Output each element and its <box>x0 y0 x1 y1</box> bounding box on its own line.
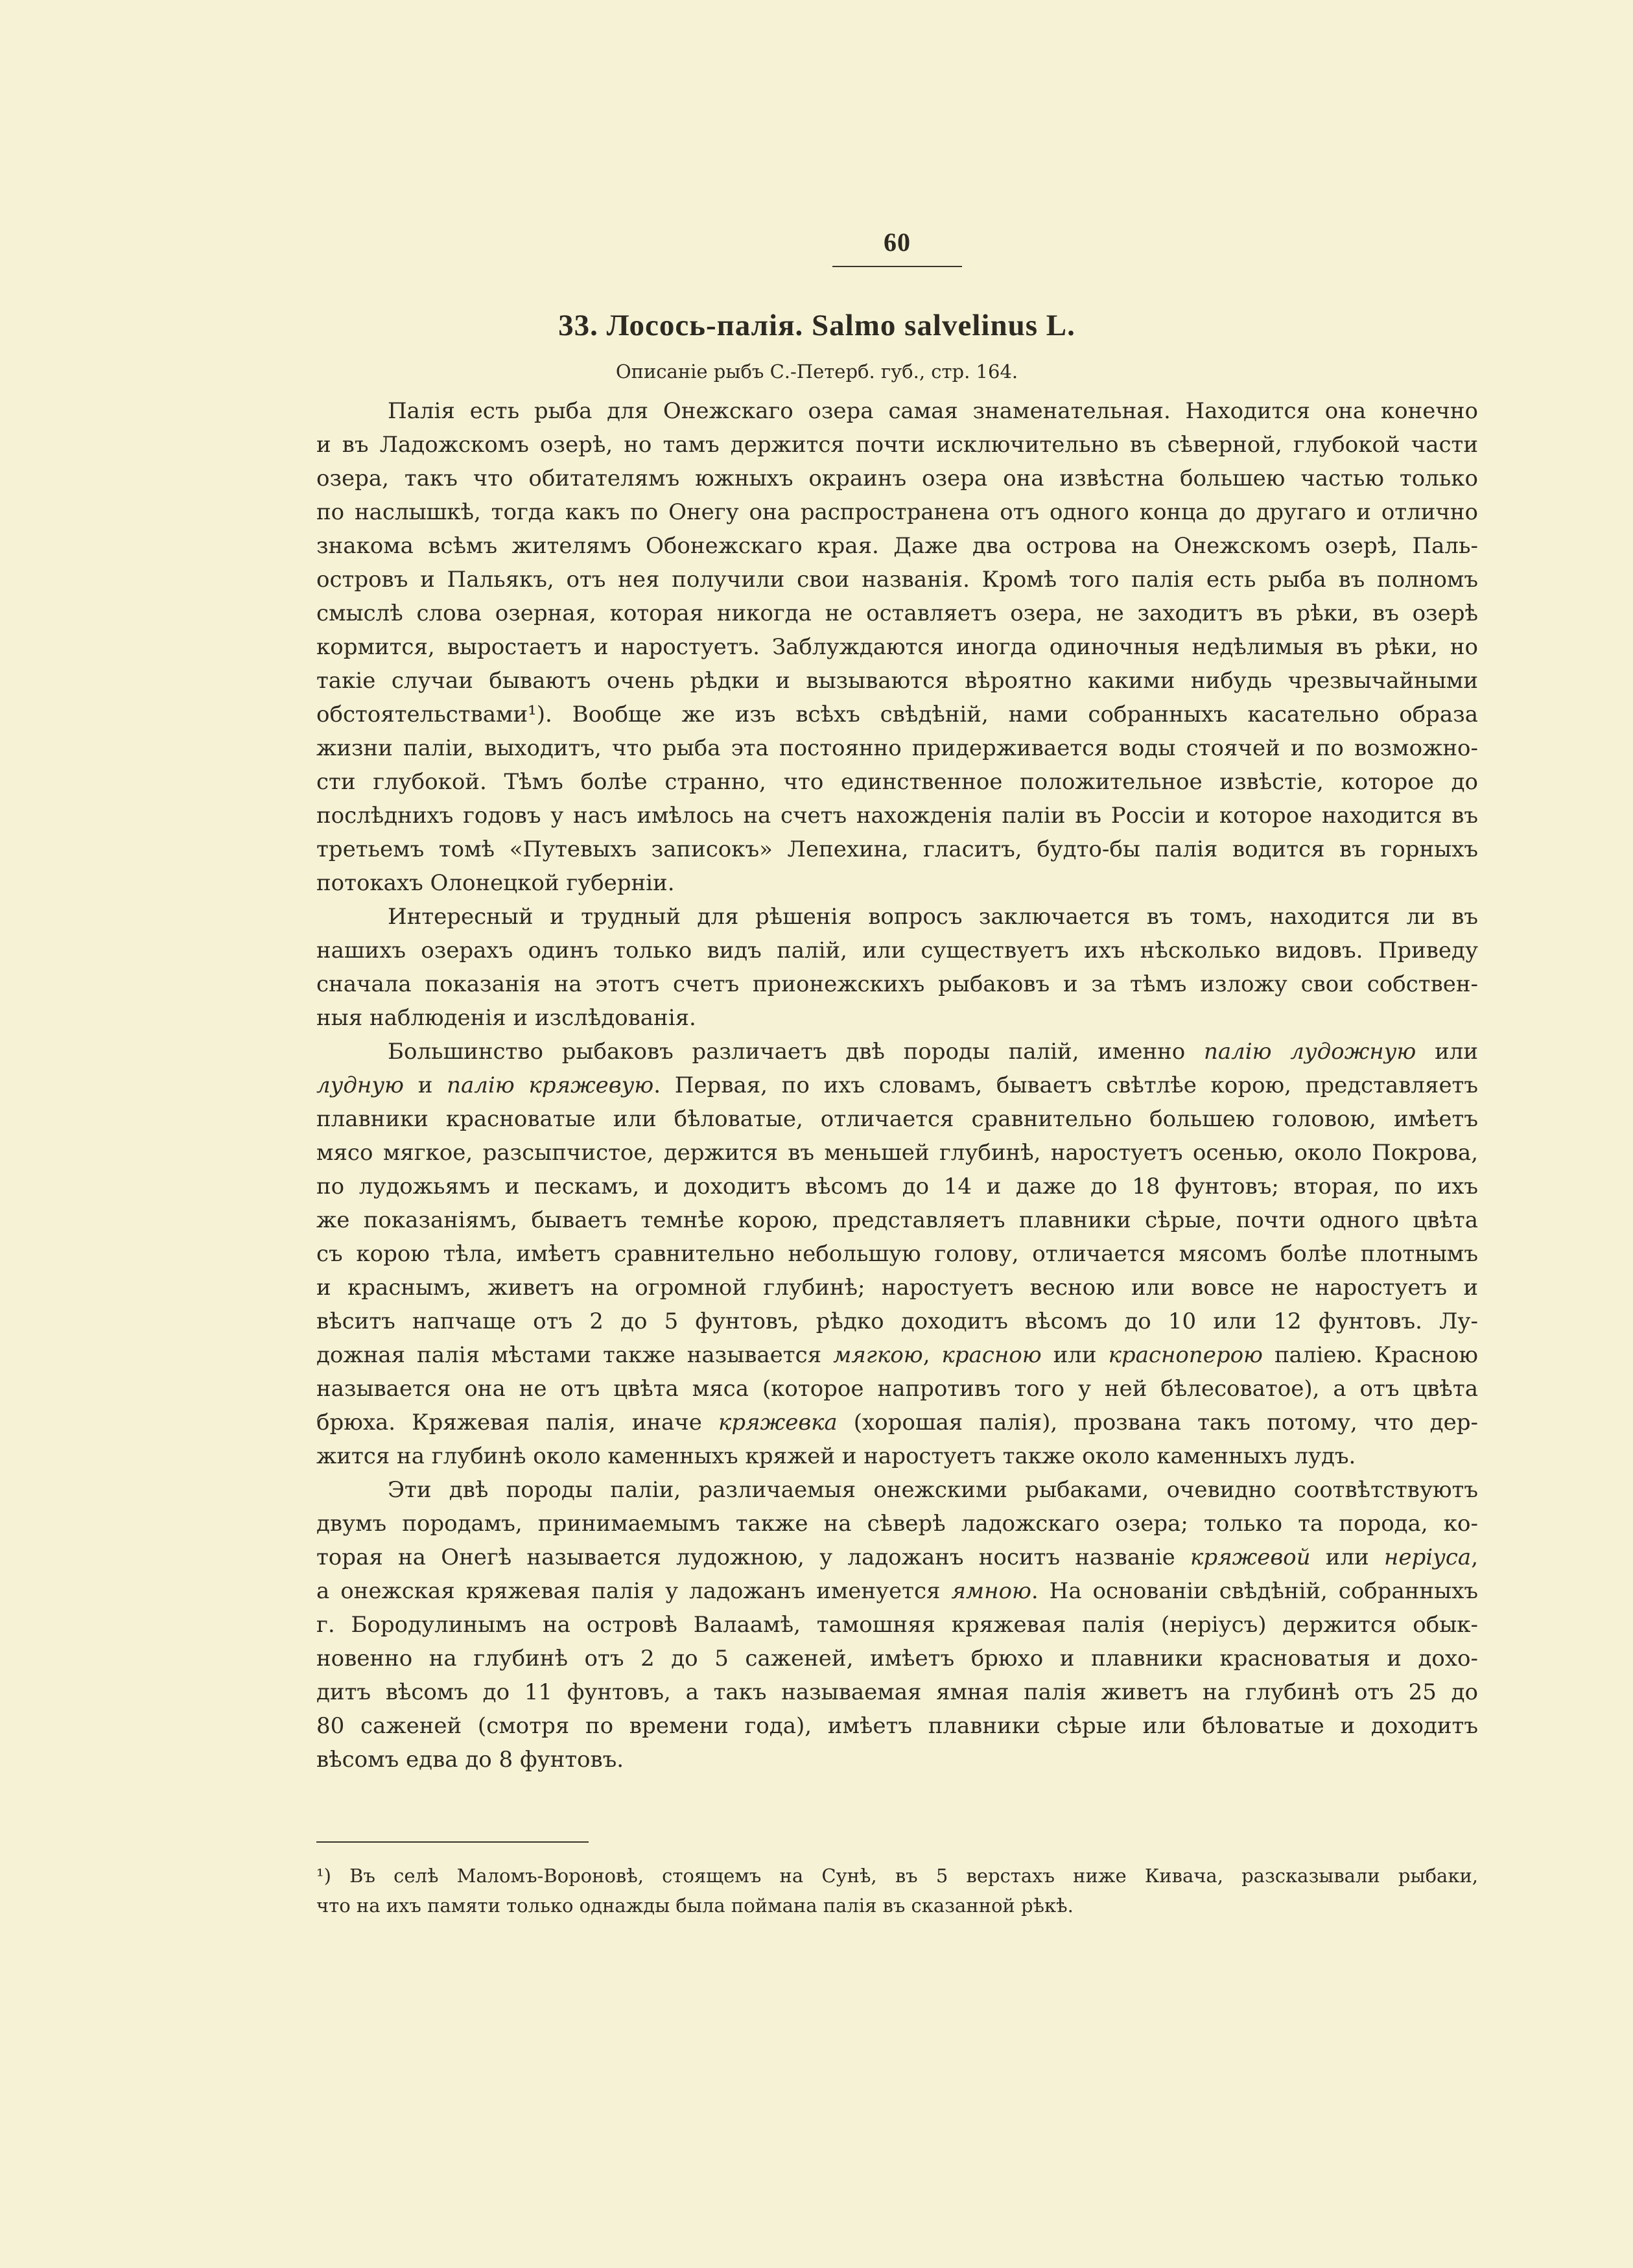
text-line <box>316 833 1478 866</box>
text-run: , <box>922 1342 942 1368</box>
text-run: г. Бородулинымъ на островѣ Валаамѣ, тамошняя кряжевая палія (нерiусъ) держится обык- <box>316 1612 1478 1638</box>
text-run: плавники красноватые или бѣловатые, отличается сравнительно большею головою, имѣетъ <box>316 1106 1478 1132</box>
text-run: или <box>1310 1544 1384 1570</box>
text-line <box>316 394 1478 428</box>
text-line <box>316 765 1478 799</box>
text-run: потокахъ Олонецкой губерніи. <box>316 870 675 896</box>
text-line <box>316 1237 1478 1271</box>
text-line <box>316 1642 1478 1675</box>
text-line <box>316 1372 1478 1406</box>
text-run: сти глубокой. Тѣмъ болѣе странно, что единственное положительное извѣстіе, которое до <box>316 769 1478 795</box>
text-run: а онежская кряжевая палія у ладожанъ именуется <box>316 1578 952 1604</box>
italic-term: кряжевой <box>1190 1544 1311 1570</box>
text-run: жизни паліи, выходитъ, что рыба эта постоянно придерживается воды стоячей и по возможно- <box>316 735 1478 761</box>
text-run: третьемъ томѣ «Путевыхъ записокъ» Лепехина, гласитъ, будто-бы палія водится въ горныхъ <box>316 836 1478 862</box>
text-line <box>316 664 1478 698</box>
text-run: называется она не отъ цвѣта мяса (которое напротивъ того у ней бѣлесоватое), а отъ цвѣта <box>316 1376 1478 1402</box>
text-line <box>316 967 1478 1001</box>
text-line <box>316 1473 1478 1507</box>
italic-term: нерiуса <box>1383 1544 1472 1570</box>
text-line <box>316 1439 1478 1473</box>
text-run: двумъ породамъ, принимаемымъ также на сѣверѣ ладожскаго озера; только та порода, ко- <box>316 1511 1478 1537</box>
text-run: дитъ вѣсомъ до 11 фунтовъ, а такъ называемая ямная палія живетъ на глубинѣ отъ 25 до <box>316 1679 1478 1705</box>
text-run: обстоятельствами¹). Вообще же изъ всѣхъ свѣдѣній, нами собранныхъ касательно образа <box>316 702 1478 727</box>
text-run: послѣднихъ годовъ у насъ имѣлось на счетъ нахожденія паліи въ Россіи и которое находится въ <box>316 803 1478 829</box>
text-line <box>316 1170 1478 1203</box>
page-number: 60 <box>884 228 911 257</box>
text-line <box>316 1203 1478 1237</box>
footnote-line: ¹) Въ селѣ Маломъ-Вороновѣ, стоящемъ на Сунѣ, въ 5 верстахъ ниже Кивача, разсказывали рыбаки, <box>316 1865 1478 1887</box>
text-line <box>316 934 1478 967</box>
text-line <box>316 900 1478 934</box>
footnote-line: что на ихъ памяти только однажды была поймана палія въ сказанной рѣкѣ. <box>316 1895 1074 1917</box>
text-line <box>316 1338 1478 1372</box>
text-line <box>316 529 1478 563</box>
section-heading: 33. Лосось-палія. Salmo salvelinus L. <box>558 309 1075 342</box>
italic-term: лудную <box>316 1072 404 1098</box>
italic-term: кряжевка <box>718 1410 838 1435</box>
text-line <box>316 799 1478 833</box>
text-line <box>316 1541 1478 1574</box>
text-run: Интересный и трудный для рѣшенія вопросъ заключается въ томъ, находится ли въ <box>388 904 1478 930</box>
text-run: . Первая, по ихъ словамъ, бываетъ свѣтлѣе корою, представляетъ <box>653 1072 1478 1098</box>
text-run: или <box>1041 1342 1109 1368</box>
text-line <box>316 698 1478 731</box>
text-line <box>316 428 1478 462</box>
text-line <box>316 495 1478 529</box>
text-line <box>316 1035 1478 1069</box>
text-run: съ корою тѣла, имѣетъ сравнительно небольшую голову, отличается мясомъ болѣе плотнымъ <box>316 1241 1478 1267</box>
text-line <box>316 1001 1478 1035</box>
text-line <box>316 1743 1478 1777</box>
italic-term: красною <box>941 1342 1042 1368</box>
italic-term: палію лудожную <box>1203 1039 1416 1065</box>
footnote-rule <box>316 1841 589 1843</box>
section-reference: Описаніе рыбъ С.-Петерб. губ., стр. 164. <box>615 360 1018 383</box>
text-run: и въ Ладожскомъ озерѣ, но тамъ держится почти исключительно въ сѣверной, глубокой части <box>316 432 1478 458</box>
text-run: паліею. Красною <box>1263 1342 1478 1368</box>
text-line <box>316 866 1478 900</box>
text-run: 80 саженей (смотря по времени года), имѣетъ плавники сѣрые или бѣловатые и доходитъ <box>316 1713 1478 1739</box>
footnotes <box>316 1861 1478 1920</box>
text-run: островъ и Пальякъ, отъ нея получили свои названія. Кромѣ того палія есть рыба въ полномъ <box>316 567 1478 593</box>
page-number-rule <box>832 266 962 267</box>
text-line <box>316 731 1478 765</box>
text-run: ныя наблюденія и изслѣдованія. <box>316 1005 696 1031</box>
italic-term: краснoперою <box>1108 1342 1263 1368</box>
text-run: Большинство рыбаковъ различаетъ двѣ породы палій, именно <box>388 1039 1204 1065</box>
text-run: знакома всѣмъ жителямъ Обонежскаго края. Даже два острова на Онежскомъ озерѣ, Паль- <box>316 533 1478 559</box>
text-run: торая на Онегѣ называется лудожною, у ладожанъ носитъ названіе <box>316 1544 1191 1570</box>
text-line <box>316 1271 1478 1305</box>
text-run: (хорошая палія), прозвана такъ потому, что дер- <box>837 1410 1478 1435</box>
text-run: или <box>1416 1039 1478 1065</box>
text-line <box>316 1507 1478 1541</box>
text-run: же показаніямъ, бываетъ темнѣе корою, представляетъ плавники сѣрые, почти одного цвѣта <box>316 1207 1478 1233</box>
text-line <box>316 563 1478 597</box>
text-run: , <box>1471 1544 1478 1570</box>
text-line <box>316 1574 1478 1608</box>
text-run: по лудожьямъ и пескамъ, и доходитъ вѣсомъ до 14 и даже до 18 фунтовъ; вторая, по ихъ <box>316 1174 1478 1199</box>
text-line <box>316 1102 1478 1136</box>
text-line <box>316 597 1478 630</box>
text-run: жится на глубинѣ около каменныхъ кряжей и наростуетъ также около каменныхъ лудъ. <box>316 1443 1356 1469</box>
text-run: дожная палія мѣстами также называется <box>316 1342 834 1368</box>
italic-term: ямною <box>951 1578 1031 1604</box>
text-run: Эти двѣ породы паліи, различаемыя онежскими рыбаками, очевидно соотвѣтствуютъ <box>388 1477 1478 1503</box>
text-line <box>316 462 1478 495</box>
text-line <box>316 1608 1478 1642</box>
text-run: вѣситъ напчаще отъ 2 до 5 фунтовъ, рѣдко доходитъ вѣсомъ до 10 или 12 фунтовъ. Лу- <box>316 1308 1478 1334</box>
text-run: брюха. Кряжевая палія, иначе <box>316 1410 718 1435</box>
text-run: сначала показанія на этотъ счетъ прионежскихъ рыбаковъ и за тѣмъ изложу свои собствен- <box>316 971 1478 997</box>
text-run: новенно на глубинѣ отъ 2 до 5 саженей, имѣетъ брюхо и плавники красноватыя и дохо- <box>316 1646 1478 1671</box>
italic-term: мягкою <box>833 1342 923 1368</box>
text-run: и <box>403 1072 447 1098</box>
text-run: вѣсомъ едва до 8 фунтовъ. <box>316 1747 624 1773</box>
italic-term: палію кряжевую <box>447 1072 654 1098</box>
text-run: мясо мягкое, разсыпчистое, держится въ меньшей глубинѣ, наростуетъ осенью, около Покрова, <box>316 1140 1478 1166</box>
text-line <box>316 1069 1478 1102</box>
text-run: . На основаніи свѣдѣній, собранныхъ <box>1031 1578 1478 1604</box>
text-run: озера, такъ что обитателямъ южныхъ окраинъ озера она извѣстна большею частью только <box>316 466 1478 491</box>
text-run: кормится, выростаетъ и наростуетъ. Заблуждаются иногда одиночныя недѣлимыя въ рѣки, но <box>316 634 1478 660</box>
text-run: нашихъ озерахъ одинъ только видъ палій, или существуетъ ихъ нѣсколько видовъ. Приведу <box>316 938 1478 963</box>
text-line <box>316 630 1478 664</box>
body-text <box>316 394 1478 1777</box>
text-line <box>316 1406 1478 1439</box>
text-line <box>316 1675 1478 1709</box>
text-run: такіе случаи бываютъ очень рѣдки и вызываются вѣроятно какими нибудь чрезвычайными <box>316 668 1478 694</box>
text-run: смыслѣ слова озерная, которая никогда не оставляетъ озера, не заходитъ въ рѣки, въ озерѣ <box>316 600 1478 626</box>
text-run: Палія есть рыба для Онежскаго озера самая знаменательная. Находится она конечно <box>388 398 1478 424</box>
text-line <box>316 1305 1478 1338</box>
text-run: по наслышкѣ, тогда какъ по Онегу она распространена отъ одного конца до другаго и отлично <box>316 499 1478 525</box>
text-run: и краснымъ, живетъ на огромной глубинѣ; наростуетъ весною или вовсе не наростуетъ и <box>316 1275 1478 1301</box>
text-line <box>316 1709 1478 1743</box>
text-line <box>316 1136 1478 1170</box>
